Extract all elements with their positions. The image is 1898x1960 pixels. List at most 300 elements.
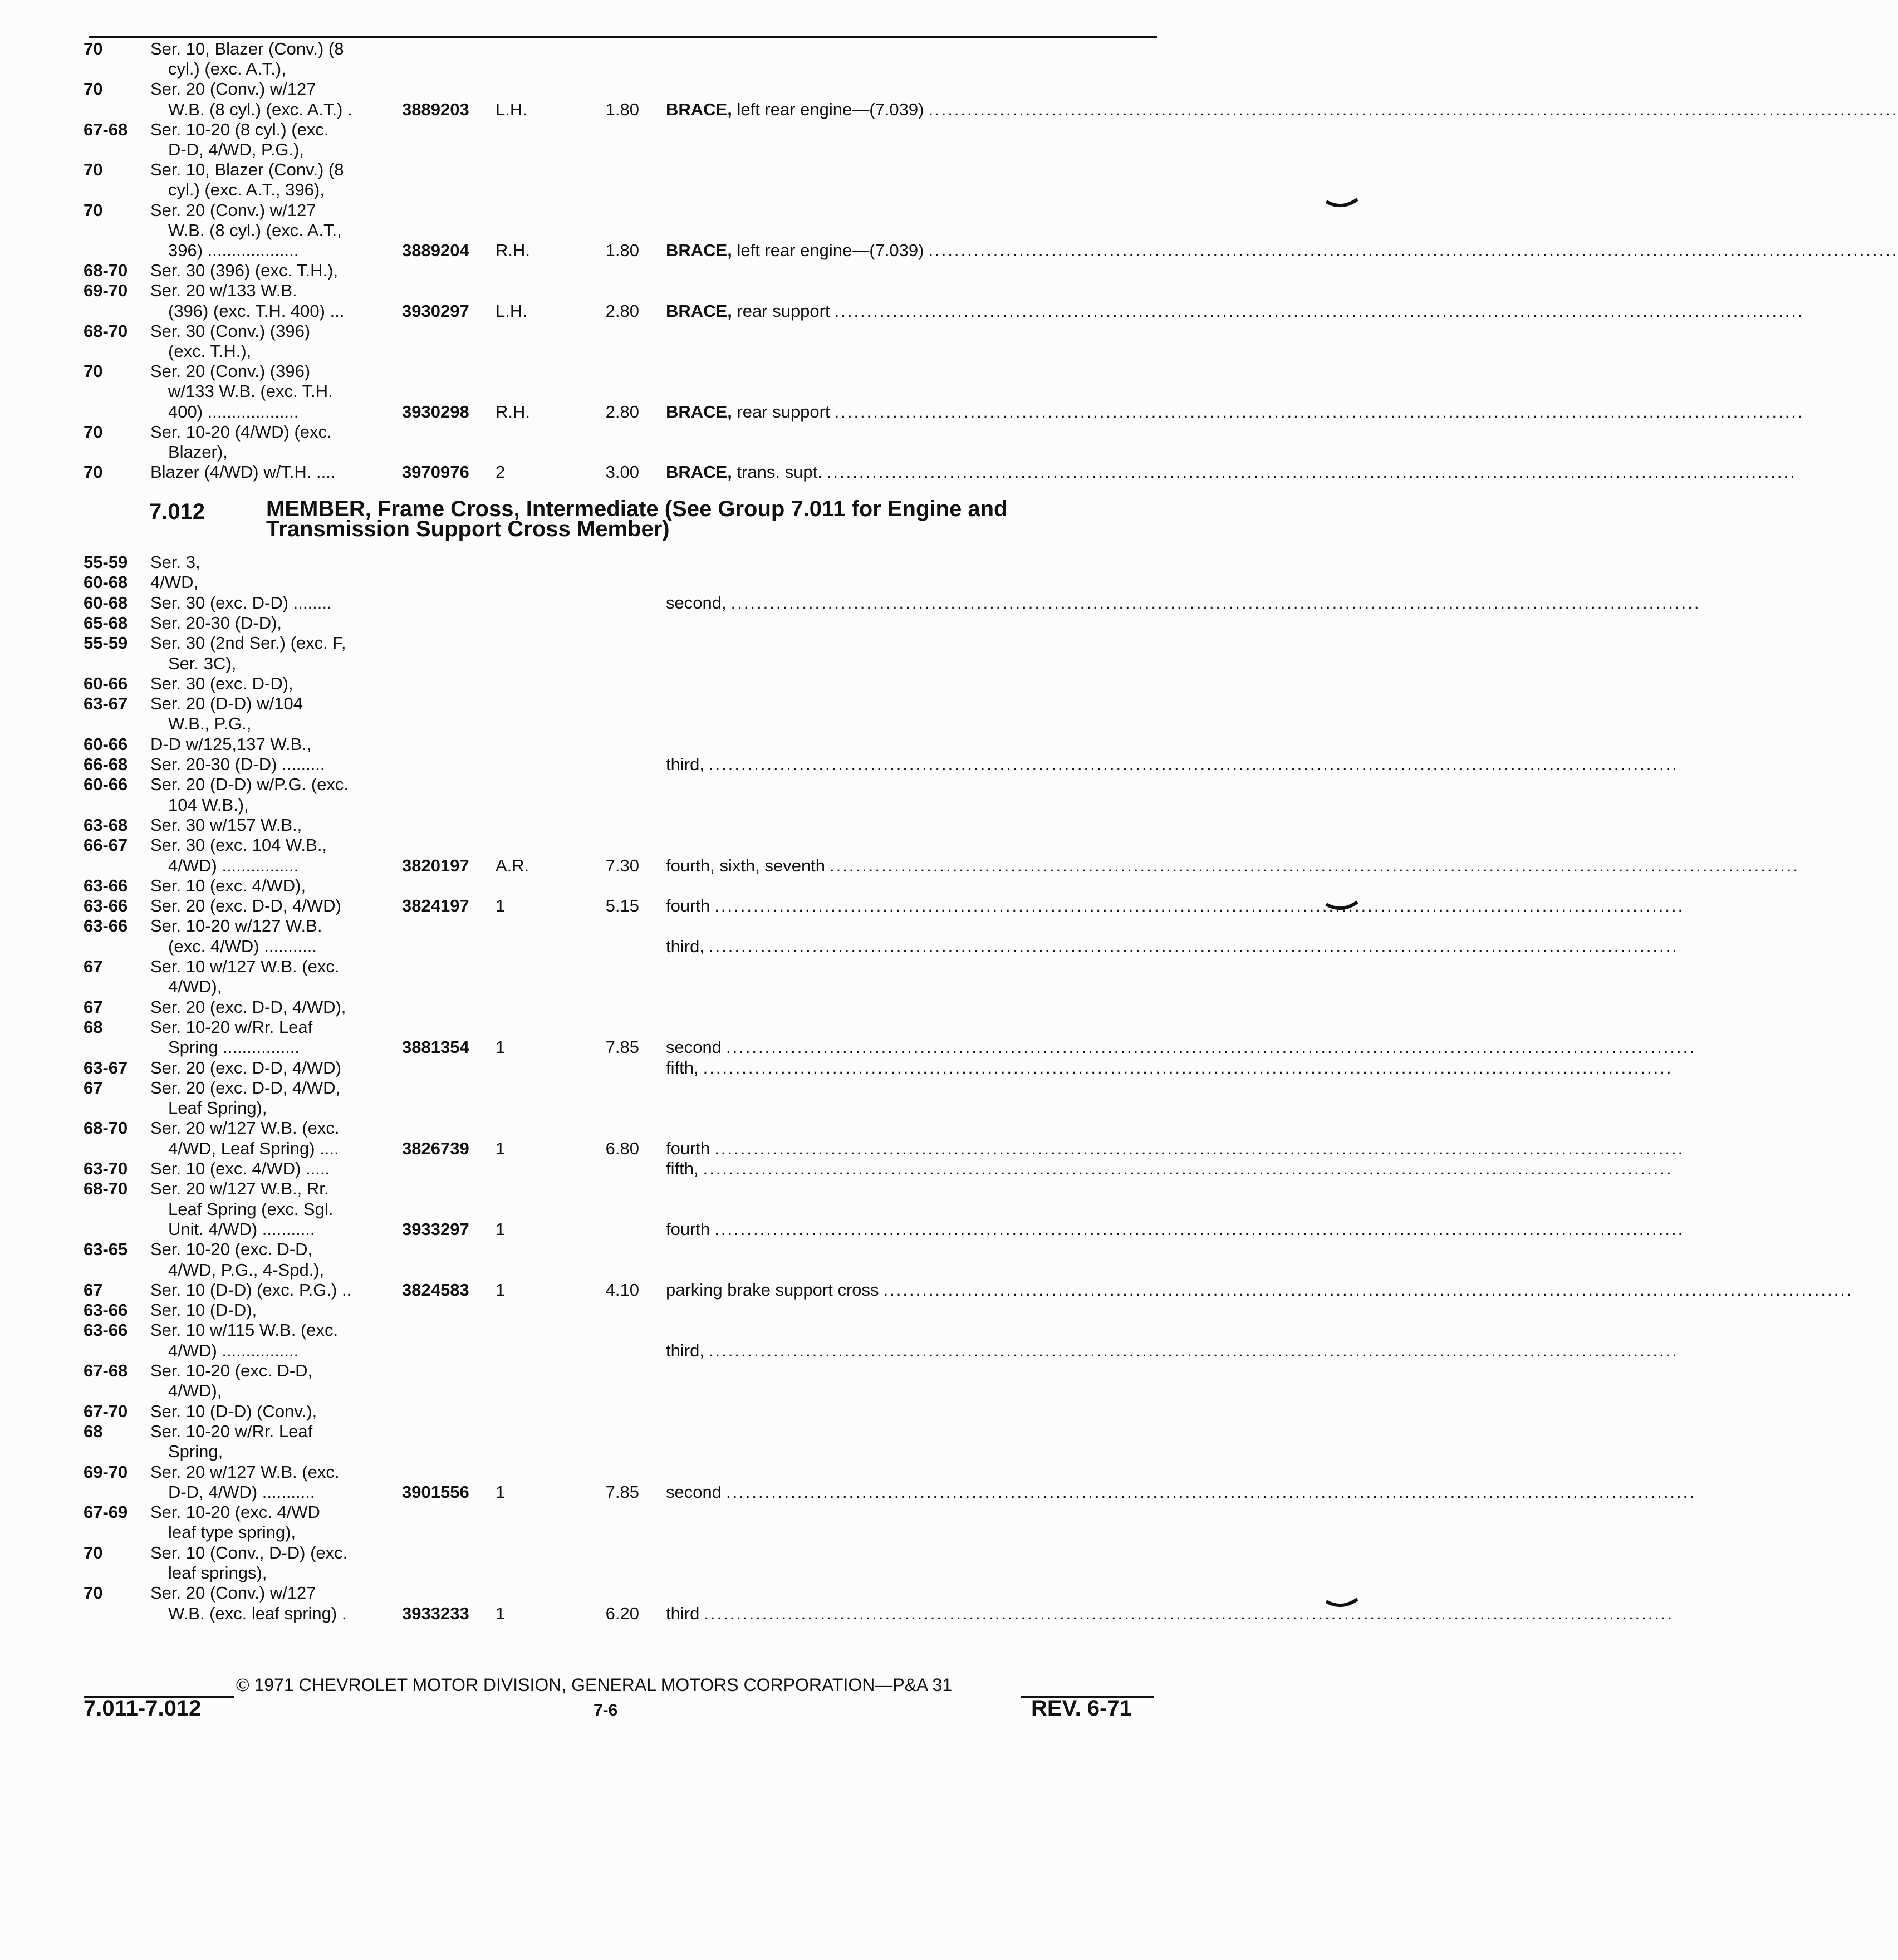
parts-row xyxy=(0,1482,1696,1502)
part-detail: fourth xyxy=(666,1219,710,1239)
leader-dots: ...................................................................................................................................................... xyxy=(826,462,1797,482)
application: Leaf Spring), xyxy=(168,1098,267,1118)
parts-row xyxy=(0,200,1407,220)
application: Ser. 30 (2nd Ser.) (exc. F, xyxy=(150,633,346,653)
list-price: 7.30 xyxy=(605,855,639,875)
model-years: 60-66 xyxy=(84,734,128,754)
application: Unit. 4/WD) ........... xyxy=(168,1219,315,1239)
parts-row xyxy=(0,39,1407,59)
application: 4/WD, xyxy=(150,572,199,592)
leader-dots: ...................................................................................................................................................... xyxy=(725,1037,1696,1057)
application: Leaf Spring (exc. Sgl. xyxy=(168,1199,334,1219)
model-years: 68-70 xyxy=(84,321,128,341)
application: Ser. 20 (Conv.) w/127 xyxy=(150,1583,316,1603)
parts-row xyxy=(0,1502,1407,1522)
model-years: 69-70 xyxy=(84,1462,128,1482)
part-description xyxy=(666,301,1804,321)
model-years: 63-66 xyxy=(84,875,128,895)
model-years: 70 xyxy=(84,422,103,442)
parts-row xyxy=(0,1057,1673,1078)
parts-row xyxy=(0,592,1701,613)
parts-row xyxy=(0,795,1407,815)
part-description xyxy=(666,401,1804,422)
part-description xyxy=(666,241,1898,261)
application: Ser. 10 (exc. 4/WD), xyxy=(150,875,306,895)
application: Blazer), xyxy=(168,442,228,462)
parts-row xyxy=(0,261,1407,281)
application: leaf type spring), xyxy=(168,1522,296,1542)
parts-row xyxy=(0,734,1407,754)
copyright-notice: © 1971 CHEVROLET MOTOR DIVISION, GENERAL MOTORS CORPORATION—P&A 31 xyxy=(236,1675,953,1695)
application: Ser. 20 w/127 W.B. (exc. xyxy=(150,1462,340,1482)
part-name: BRACE, xyxy=(666,401,732,422)
parts-row xyxy=(0,1159,1673,1179)
parts-row xyxy=(0,1381,1407,1401)
part-detail: left rear engine—(7.039) xyxy=(732,99,924,119)
part-detail: third xyxy=(666,1603,700,1623)
model-years: 67-69 xyxy=(84,1502,128,1522)
model-years: 67-70 xyxy=(84,1401,128,1421)
application: Ser. 10, Blazer (Conv.) (8 xyxy=(150,160,344,180)
model-years: 67 xyxy=(84,997,103,1017)
parts-row xyxy=(0,462,1797,482)
leader-dots: ...................................................................................................................................................... xyxy=(714,1138,1685,1158)
part-detail: trans. supt. xyxy=(732,462,822,482)
model-years: 63-65 xyxy=(84,1239,128,1260)
application: Ser. 20 (exc. D-D, 4/WD, xyxy=(150,1077,341,1097)
part-number: 3889203 xyxy=(402,99,469,119)
application: Ser. 30 (exc. 104 W.B., xyxy=(150,835,327,855)
application: 4/WD), xyxy=(168,1381,222,1401)
parts-row xyxy=(0,1320,1407,1340)
model-years: 63-66 xyxy=(84,1320,128,1340)
list-price: 3.00 xyxy=(605,462,639,482)
part-detail: second xyxy=(666,1482,722,1502)
leader-dots: ...................................................................................................................................................... xyxy=(708,754,1679,774)
parts-row xyxy=(0,79,1407,99)
top-rule xyxy=(89,36,1157,38)
part-description xyxy=(666,855,1799,876)
part-number: 3826739 xyxy=(402,1138,469,1158)
part-description xyxy=(666,754,1679,775)
application: Ser. 10-20 w/Rr. Leaf xyxy=(150,1421,313,1441)
application: Ser. 30 (exc. D-D), xyxy=(150,673,293,693)
parts-row xyxy=(0,140,1407,160)
part-detail: fourth, sixth, seventh xyxy=(666,855,826,875)
parts-row xyxy=(0,180,1407,200)
model-years: 63-70 xyxy=(84,1159,128,1178)
binding-tab-mark xyxy=(1325,1598,1358,1611)
quantity: L.H. xyxy=(496,99,527,119)
quantity: 2 xyxy=(496,462,506,482)
parts-row xyxy=(0,1522,1407,1542)
parts-row xyxy=(0,1462,1407,1482)
parts-row xyxy=(0,936,1679,957)
model-years: 63-67 xyxy=(84,1057,128,1077)
part-description xyxy=(666,1037,1696,1057)
parts-row xyxy=(0,120,1407,140)
application: Ser. 20 (Conv.) w/127 xyxy=(150,200,316,220)
application: Ser. 20 (exc. D-D, 4/WD) xyxy=(150,896,341,916)
application: (exc. T.H.), xyxy=(168,341,252,361)
model-years: 63-66 xyxy=(84,1300,128,1320)
model-years: 60-66 xyxy=(84,673,128,693)
application: W.B. (8 cyl.) (exc. A.T., xyxy=(168,220,342,240)
quantity: 1 xyxy=(496,1482,506,1502)
parts-row xyxy=(0,99,1898,120)
parts-row xyxy=(0,835,1407,855)
part-description xyxy=(666,462,1797,482)
parts-row xyxy=(0,301,1804,321)
parts-row xyxy=(0,572,1407,592)
model-years: 65-68 xyxy=(84,612,128,633)
model-years: 67 xyxy=(84,957,103,976)
list-price: 4.10 xyxy=(605,1280,639,1300)
application: 4/WD), xyxy=(168,977,222,997)
part-number: 3820197 xyxy=(402,855,469,875)
application: 396) ................... xyxy=(168,241,299,260)
part-detail: left rear engine—(7.039) xyxy=(732,241,924,260)
parts-row xyxy=(0,1118,1407,1138)
model-years: 69-70 xyxy=(84,281,128,301)
parts-row xyxy=(0,674,1407,694)
model-years: 63-68 xyxy=(84,815,128,835)
application: Ser. 10-20 w/Rr. Leaf xyxy=(150,1017,313,1037)
application: (exc. 4/WD) ........... xyxy=(168,936,317,956)
list-price: 6.80 xyxy=(605,1138,639,1158)
part-description xyxy=(666,1219,1685,1239)
application: Ser. 20 w/127 W.B., Rr. xyxy=(150,1179,329,1199)
parts-row xyxy=(0,876,1407,896)
model-years: 63-66 xyxy=(84,916,128,936)
parts-row xyxy=(0,916,1407,936)
model-years: 68-70 xyxy=(84,1179,128,1199)
group-title: MEMBER, Frame Cross, Intermediate (See Group 7.011 for Engine and Transmission Support Cross Member) xyxy=(266,497,1008,541)
parts-row xyxy=(0,1098,1407,1118)
part-description xyxy=(666,1280,1853,1300)
application: Ser. 10-20 (exc. D-D, xyxy=(150,1361,313,1380)
parts-row xyxy=(0,422,1407,442)
parts-row xyxy=(0,1260,1407,1280)
parts-row xyxy=(0,241,1898,261)
list-price: 7.85 xyxy=(605,1482,639,1502)
parts-row xyxy=(0,341,1407,361)
part-detail: fourth xyxy=(666,896,710,916)
model-years: 60-68 xyxy=(84,572,128,592)
part-number: 3889204 xyxy=(402,241,469,260)
group-number: 7.012 xyxy=(149,499,205,524)
parts-row xyxy=(0,1037,1696,1057)
application: D-D, 4/WD, P.G.), xyxy=(168,140,305,159)
application: Ser. 10-20 (exc. D-D, xyxy=(150,1239,313,1260)
model-years: 60-68 xyxy=(84,592,128,612)
application: Ser. 10 (exc. 4/WD) ..... xyxy=(150,1159,330,1178)
parts-row xyxy=(0,1280,1853,1300)
parts-row xyxy=(0,1179,1407,1199)
model-years: 68 xyxy=(84,1017,103,1037)
parts-row xyxy=(0,361,1407,381)
application: 4/WD, P.G., 4-Spd.), xyxy=(168,1260,325,1280)
application: Ser. 30 (exc. D-D) ........ xyxy=(150,592,332,612)
model-years: 67-68 xyxy=(84,1361,128,1380)
application: Ser. 10 w/115 W.B. (exc. xyxy=(150,1320,339,1340)
leader-dots: ...................................................................................................................................................... xyxy=(714,1219,1685,1239)
model-years: 55-59 xyxy=(84,633,128,653)
parts-row xyxy=(0,281,1407,301)
quantity: 1 xyxy=(496,1603,506,1623)
model-years: 68-70 xyxy=(84,1118,128,1138)
application: Ser. 20 (D-D) w/104 xyxy=(150,694,303,714)
parts-row xyxy=(0,694,1407,714)
part-description xyxy=(666,1482,1696,1502)
part-name: BRACE, xyxy=(666,99,732,119)
application: Ser. 3C), xyxy=(168,653,237,673)
part-detail: rear support xyxy=(732,401,830,422)
parts-row xyxy=(0,1078,1407,1098)
parts-row xyxy=(0,1603,1674,1624)
model-years: 55-59 xyxy=(84,552,128,572)
part-detail: second xyxy=(666,1037,722,1057)
model-years: 70 xyxy=(84,1542,103,1562)
leader-dots: ...................................................................................................................................................... xyxy=(725,1482,1696,1502)
application: Ser. 10-20 (exc. 4/WD xyxy=(150,1502,320,1522)
model-years: 70 xyxy=(84,160,103,180)
revision-label: REV. 6-71 xyxy=(1031,1696,1132,1721)
leader-dots: ...................................................................................................................................................... xyxy=(830,855,1799,875)
model-years: 70 xyxy=(84,79,103,99)
parts-row xyxy=(0,1138,1685,1159)
parts-row xyxy=(0,160,1407,180)
part-description xyxy=(666,592,1701,613)
parts-row xyxy=(0,754,1679,775)
parts-row xyxy=(0,977,1407,997)
model-years: 66-68 xyxy=(84,754,128,774)
application: W.B. (exc. leaf spring) . xyxy=(168,1603,347,1623)
application: 4/WD, Leaf Spring) .... xyxy=(168,1138,339,1158)
quantity: 1 xyxy=(496,1037,506,1057)
model-years: 68-70 xyxy=(84,261,128,281)
model-years: 70 xyxy=(84,361,103,381)
parts-row xyxy=(0,1219,1685,1239)
parts-row xyxy=(0,654,1407,674)
leader-dots: ...................................................................................................................................................... xyxy=(883,1280,1853,1300)
model-years: 68 xyxy=(84,1421,103,1441)
leader-dots: ...................................................................................................................................................... xyxy=(708,1340,1679,1360)
parts-row xyxy=(0,1563,1407,1583)
parts-row xyxy=(0,815,1407,835)
application: cyl.) (exc. A.T.), xyxy=(168,59,286,79)
part-name: BRACE, xyxy=(666,462,732,482)
list-price: 1.80 xyxy=(605,241,639,260)
leader-dots: ...................................................................................................................................................... xyxy=(708,936,1679,956)
part-description xyxy=(666,99,1898,120)
list-price: 6.20 xyxy=(605,1603,639,1623)
application: Ser. 10-20 w/127 W.B. xyxy=(150,916,322,936)
parts-row xyxy=(0,381,1407,401)
part-detail: fifth, xyxy=(666,1057,699,1077)
application: Ser. 20 (exc. D-D, 4/WD), xyxy=(150,997,346,1017)
parts-row xyxy=(0,896,1685,916)
part-description xyxy=(666,1603,1674,1624)
parts-row xyxy=(0,1300,1407,1320)
quantity: R.H. xyxy=(496,241,530,260)
leader-dots: ...................................................................................................................................................... xyxy=(704,1603,1674,1623)
application: Ser. 20 (exc. D-D, 4/WD) xyxy=(150,1057,341,1077)
part-description xyxy=(666,1159,1673,1179)
parts-row xyxy=(0,1543,1407,1563)
application: Ser. 20 w/127 W.B. (exc. xyxy=(150,1118,340,1138)
application: Ser. 20 (Conv.) (396) xyxy=(150,361,311,381)
model-years: 67 xyxy=(84,1280,103,1300)
parts-row xyxy=(0,1199,1407,1219)
leader-dots: ...................................................................................................................................................... xyxy=(703,1159,1673,1178)
part-description xyxy=(666,1138,1685,1159)
application: 400) ................... xyxy=(168,401,299,422)
list-price: 1.80 xyxy=(605,99,639,119)
application: Ser. 30 (Conv.) (396) xyxy=(150,321,311,341)
part-detail: fifth, xyxy=(666,1159,699,1178)
page-number: 7-6 xyxy=(594,1701,618,1719)
leader-dots: ...................................................................................................................................................... xyxy=(928,241,1898,260)
application: Ser. 30 w/157 W.B., xyxy=(150,815,302,835)
parts-row xyxy=(0,714,1407,734)
model-years: 63-66 xyxy=(84,896,128,916)
parts-row xyxy=(0,552,1407,572)
application: Spring ................ xyxy=(168,1037,300,1057)
model-years: 63-67 xyxy=(84,694,128,714)
part-description xyxy=(666,936,1679,957)
quantity: L.H. xyxy=(496,301,527,321)
application: (396) (exc. T.H. 400) ... xyxy=(168,301,345,321)
model-years: 66-67 xyxy=(84,835,128,855)
part-number: 3824583 xyxy=(402,1280,469,1300)
part-name: BRACE, xyxy=(666,301,732,321)
application: Ser. 10 (D-D), xyxy=(150,1300,257,1320)
parts-row xyxy=(0,997,1407,1017)
application: Ser. 10 (D-D) (Conv.), xyxy=(150,1401,317,1421)
application: leaf springs), xyxy=(168,1563,267,1582)
application: Ser. 20-30 (D-D) ......... xyxy=(150,754,325,774)
list-price: 7.85 xyxy=(605,1037,639,1057)
application: Ser. 20 w/133 W.B. xyxy=(150,281,297,301)
parts-row xyxy=(0,442,1407,462)
part-detail: third, xyxy=(666,936,704,956)
application: Ser. 10-20 (4/WD) (exc. xyxy=(150,422,332,442)
quantity: 1 xyxy=(496,1219,506,1239)
leader-dots: ...................................................................................................................................................... xyxy=(834,401,1804,422)
parts-row xyxy=(0,220,1407,241)
application: Ser. 3, xyxy=(150,552,200,572)
part-number: 3881354 xyxy=(402,1037,469,1057)
part-number: 3933297 xyxy=(402,1219,469,1239)
application: Ser. 30 (396) (exc. T.H.), xyxy=(150,261,339,281)
leader-dots: ...................................................................................................................................................... xyxy=(714,896,1685,916)
quantity: 1 xyxy=(496,896,506,916)
model-years: 67-68 xyxy=(84,119,128,139)
application: Ser. 10 (Conv., D-D) (exc. xyxy=(150,1542,348,1562)
application: 104 W.B.), xyxy=(168,795,249,815)
application: W.B. (8 cyl.) (exc. A.T.) . xyxy=(168,99,352,119)
parts-row xyxy=(0,401,1804,422)
application: D-D w/125,137 W.B., xyxy=(150,734,312,754)
parts-row xyxy=(0,1239,1407,1260)
application: Ser. 20-30 (D-D), xyxy=(150,612,282,633)
application: Spring, xyxy=(168,1442,223,1462)
leader-dots: ...................................................................................................................................................... xyxy=(834,301,1804,321)
parts-row xyxy=(0,855,1799,876)
parts-row xyxy=(0,59,1407,79)
parts-row xyxy=(0,1422,1407,1442)
part-number: 3930297 xyxy=(402,301,469,321)
parts-row xyxy=(0,1402,1407,1422)
quantity: R.H. xyxy=(496,401,530,422)
parts-row xyxy=(0,1361,1407,1381)
application: Ser. 10 (D-D) (exc. P.G.) .. xyxy=(150,1280,352,1300)
parts-row xyxy=(0,633,1407,653)
model-years: 60-66 xyxy=(84,775,128,795)
application: Ser. 20 (Conv.) w/127 xyxy=(150,79,316,99)
part-detail: fourth xyxy=(666,1138,710,1158)
part-description xyxy=(666,896,1685,916)
quantity: 1 xyxy=(496,1280,506,1300)
application: Blazer (4/WD) w/T.H. .... xyxy=(150,462,336,482)
application: Ser. 20 (D-D) w/P.G. (exc. xyxy=(150,775,349,795)
application: Ser. 10-20 (8 cyl.) (exc. xyxy=(150,119,329,139)
part-name: BRACE, xyxy=(666,241,732,260)
leader-dots: ...................................................................................................................................................... xyxy=(928,99,1898,119)
part-number: 3970976 xyxy=(402,462,469,482)
part-detail: second, xyxy=(666,592,727,612)
application: W.B., P.G., xyxy=(168,714,252,734)
parts-row xyxy=(0,613,1407,633)
parts-row xyxy=(0,1442,1407,1462)
binding-tab-mark xyxy=(1325,198,1358,212)
binding-tab-mark xyxy=(1325,901,1358,914)
leader-dots: ...................................................................................................................................................... xyxy=(703,1057,1673,1077)
part-description xyxy=(666,1340,1679,1361)
model-years: 70 xyxy=(84,462,103,482)
leader-dots: ...................................................................................................................................................... xyxy=(730,592,1701,612)
application: D-D, 4/WD) ........... xyxy=(168,1482,315,1502)
parts-row xyxy=(0,775,1407,795)
parts-row xyxy=(0,1340,1679,1361)
quantity: A.R. xyxy=(496,855,529,875)
quantity: 1 xyxy=(496,1138,506,1158)
list-price: 2.80 xyxy=(605,401,639,422)
part-number: 3824197 xyxy=(402,896,469,916)
model-years: 70 xyxy=(84,1583,103,1603)
model-years: 67 xyxy=(84,1077,103,1097)
model-years: 70 xyxy=(84,39,103,58)
part-detail: parking brake support cross xyxy=(666,1280,879,1300)
application: w/133 W.B. (exc. T.H. xyxy=(168,381,333,401)
application: 4/WD) ................ xyxy=(168,1340,299,1360)
model-years: 70 xyxy=(84,200,103,220)
part-detail: rear support xyxy=(732,301,830,321)
application: 4/WD) ................ xyxy=(168,855,299,875)
part-description xyxy=(666,1057,1673,1078)
group-range: 7.011-7.012 xyxy=(84,1696,202,1721)
list-price: 5.15 xyxy=(605,896,639,916)
part-number: 3933233 xyxy=(402,1603,469,1623)
parts-row xyxy=(0,321,1407,341)
part-number: 3901556 xyxy=(402,1482,469,1502)
part-detail: third, xyxy=(666,1340,704,1360)
parts-row xyxy=(0,957,1407,977)
parts-row xyxy=(0,1017,1407,1037)
part-number: 3930298 xyxy=(402,401,469,422)
parts-row xyxy=(0,1583,1407,1603)
